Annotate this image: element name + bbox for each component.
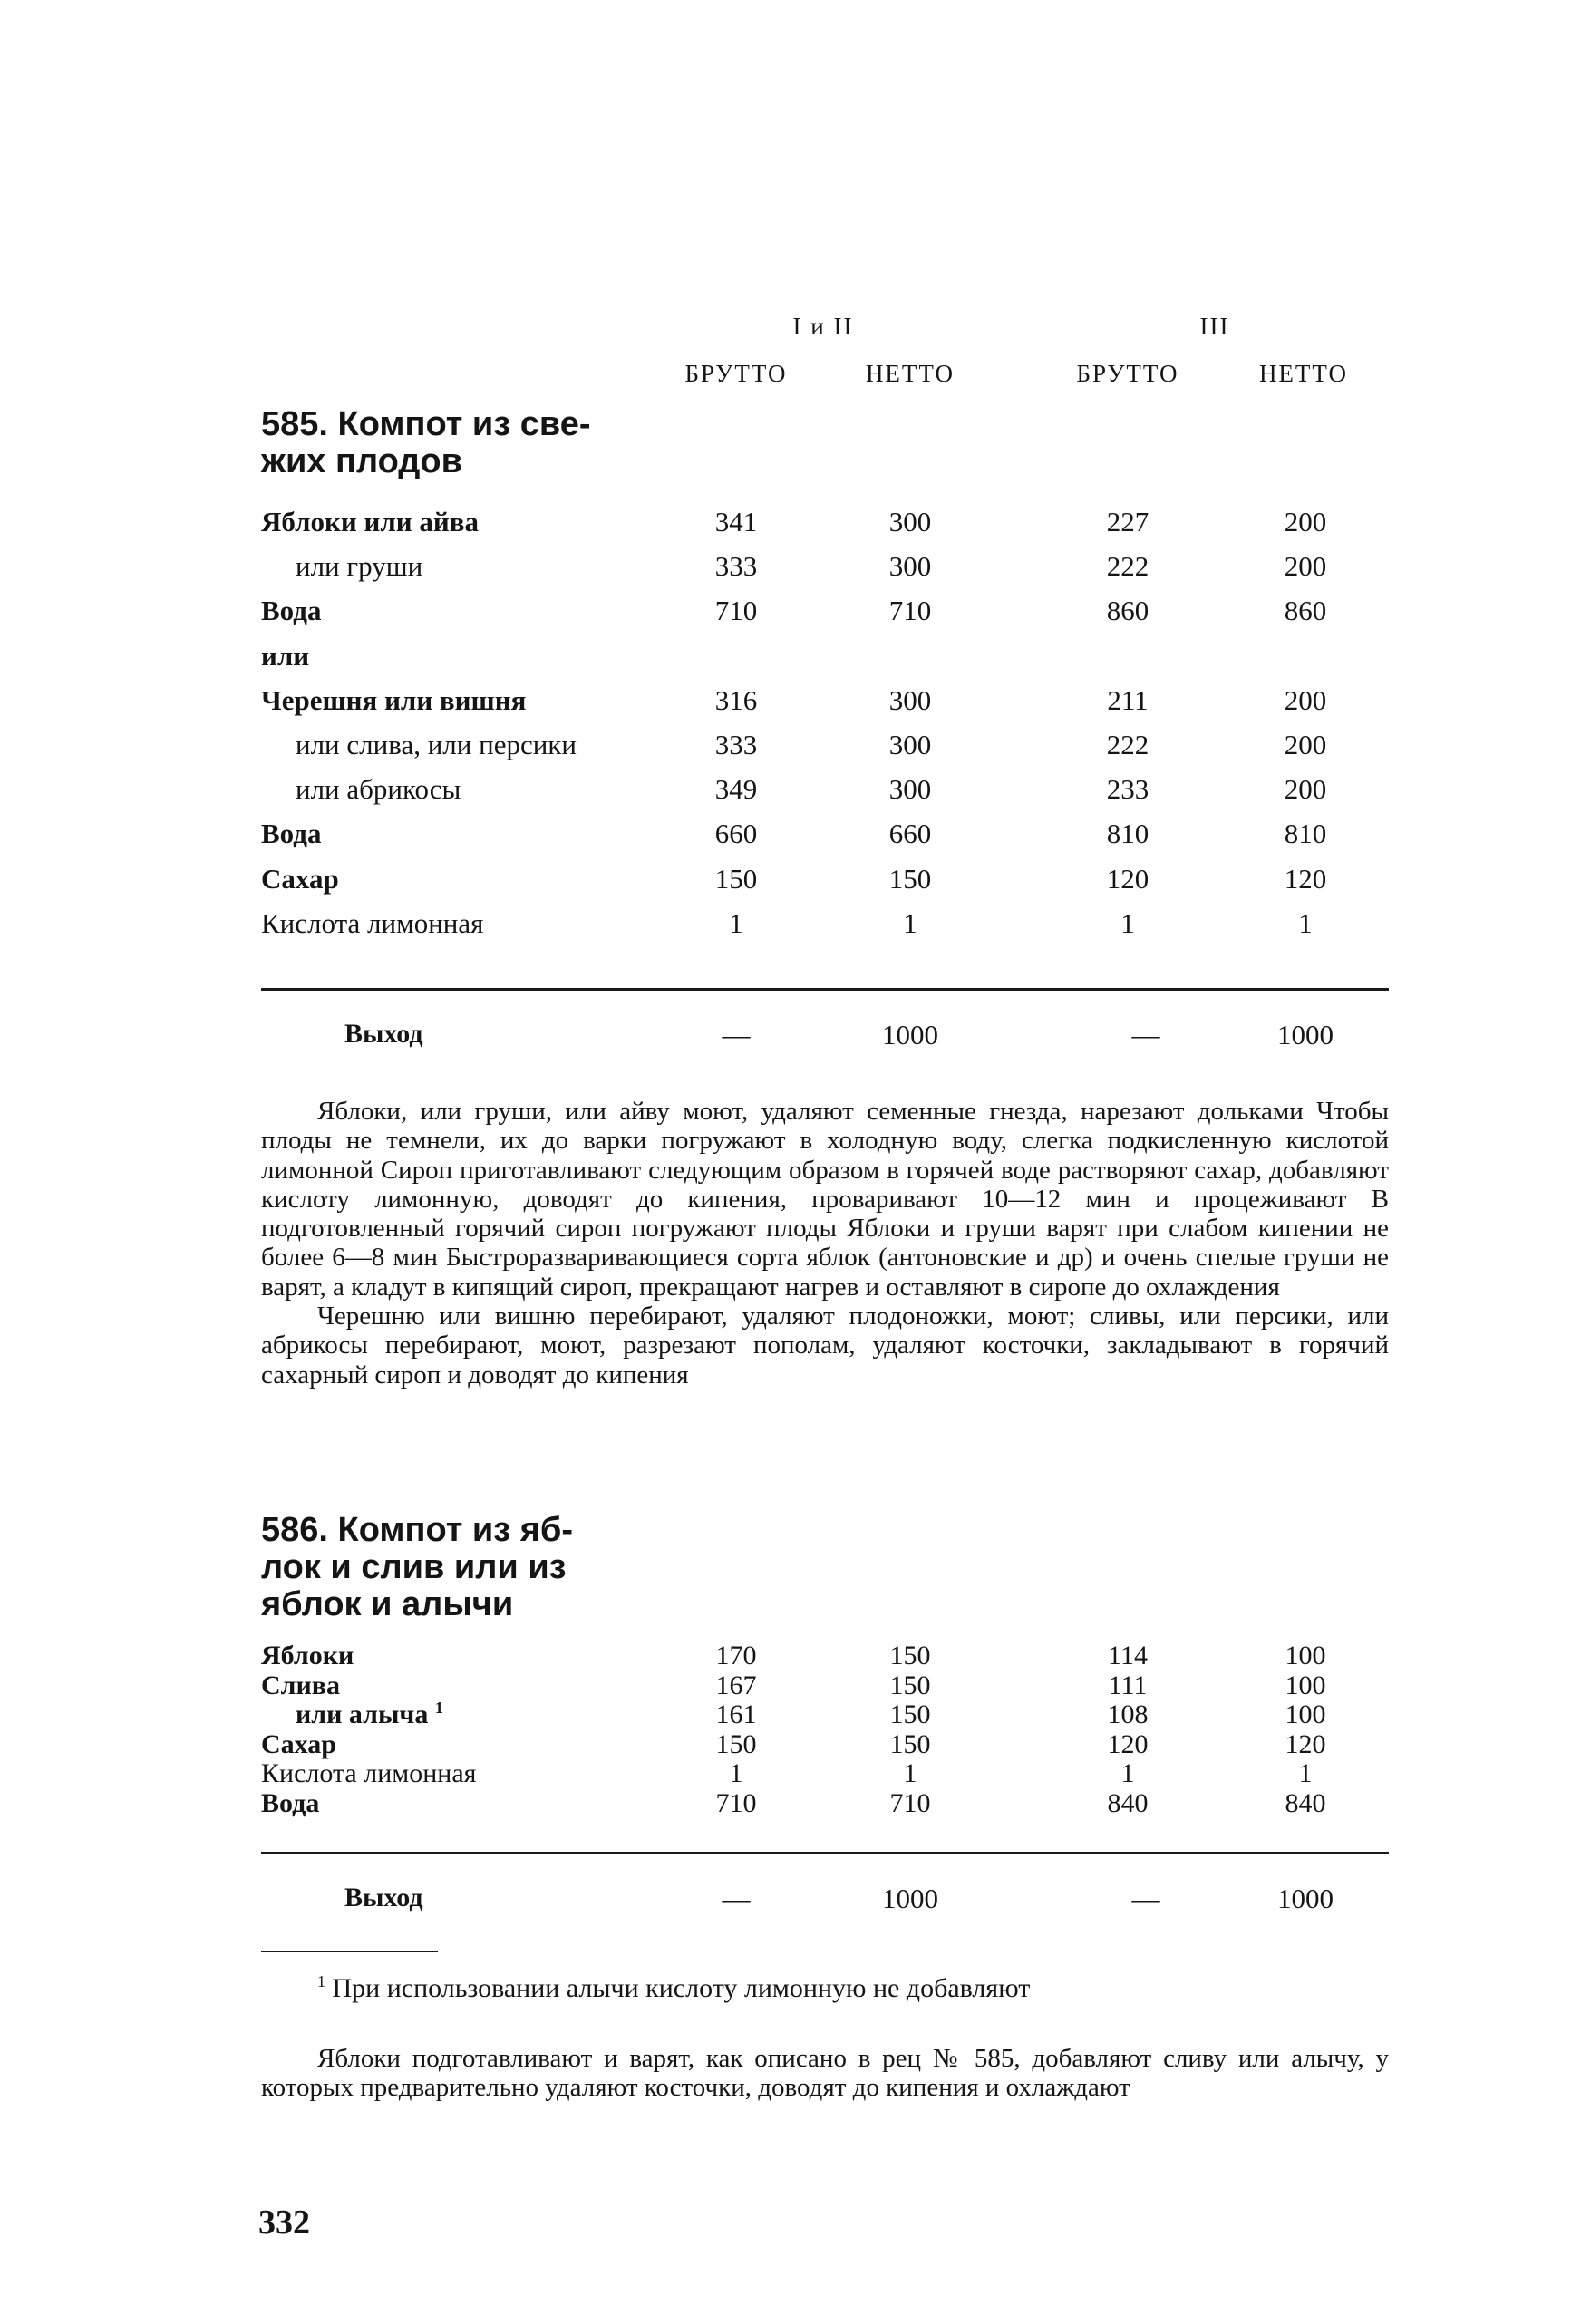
- table-row: [0, 773, 1581, 818]
- recipe-585-title: 585. Компот из све- жих плодов: [261, 405, 591, 480]
- recipe-585-paragraph-1: Яблоки, или груши, или айву моют, удаляют семенные гнезда, нарезают дольками Чтобы плоды не темнели, их до варки погружают в холодную воду, слегка подкисленную кислотой лимонной Сироп приготавливают следующим образом в горячей воде растворяют сахар, добавляют кислоту лимонную, доводят до кипения, проваривают 10—12 мин и процеживают В подготовленный горячий сироп погружают плоды Яблоки и груши варят при слабом кипении не более 6—8 мин Быстроразваривающиеся сорта яблок (антоновские и др) и очень спелые груши не варят, а кладут в кипящий сироп, прекращают нагрев и оставляют в сиропе до охлаждения: [261, 1097, 1389, 1302]
- ingredient-name: [296, 550, 422, 583]
- table-row: [0, 1729, 1581, 1759]
- quantity-cell: 1: [729, 1758, 743, 1789]
- ingredient-label: Вода: [261, 818, 322, 850]
- quantity-cell: 840: [1285, 1788, 1326, 1818]
- quantity-cell: 840: [1107, 1788, 1149, 1818]
- quantity-cell: 810: [1284, 818, 1327, 850]
- column-netto-2: НЕТТО: [1258, 360, 1349, 387]
- recipe-585-paragraph-2: Черешню или вишню перебирают, удаляют плодоножки, моют; сливы, или персики, или абрикосы перебирают, моют, разрезают пополам, удаляют косточки, закладывают в горячий сахарный сироп и доводят до кипения: [261, 1302, 1389, 1390]
- column-brutto-2: БРУТТО: [1076, 360, 1179, 387]
- ingredient-label: Вода: [261, 595, 322, 627]
- yield-value: 1000: [1277, 1019, 1334, 1051]
- ingredient-label: Сахар: [261, 1728, 336, 1759]
- table-row: [0, 506, 1581, 550]
- recipe-586-paragraph: Яблоки подготавливают и варят, как описано в рец № 585, добавляют сливу или алычу, у которых предварительно удаляют косточки, доводят до кипения и охлаждают: [261, 2044, 1389, 2103]
- quantity-cell: 120: [1107, 1728, 1149, 1759]
- ingredient-name: [261, 1788, 319, 1819]
- quantity-cell: 100: [1285, 1641, 1326, 1670]
- quantity-cell: 100: [1285, 1670, 1326, 1700]
- table-rule: [261, 988, 1389, 991]
- table-row: [0, 640, 1581, 684]
- quantity-cell: 1: [903, 906, 917, 939]
- table-row: [0, 729, 1581, 773]
- ingredient-name: [261, 863, 339, 896]
- ingredient-label: Слива: [261, 1670, 340, 1700]
- footnote: [317, 1973, 1030, 2004]
- quantity-cell: 860: [1106, 595, 1149, 627]
- ingredient-label: или груши: [296, 550, 423, 583]
- quantity-cell: 1: [1298, 1758, 1313, 1789]
- ingredient-name: [261, 1641, 354, 1671]
- quantity-cell: 200: [1284, 773, 1327, 806]
- quantity-cell: 120: [1285, 1728, 1326, 1759]
- column-netto-1: НЕТТО: [865, 360, 955, 387]
- recipe-586-title: 586. Компот из яб- лок и слив или из яблок и алычи: [261, 1511, 574, 1623]
- yield-value: 1000: [882, 1883, 938, 1914]
- footnote-rule: [261, 1951, 438, 1952]
- table-rule: [261, 1852, 1389, 1854]
- yield-value: —: [1131, 1019, 1160, 1051]
- ingredient-name: [296, 729, 577, 761]
- ingredient-label: Черешня или вишня: [261, 683, 527, 716]
- quantity-cell: 167: [715, 1670, 757, 1700]
- quantity-cell: 1: [1120, 906, 1135, 939]
- quantity-cell: 114: [1108, 1641, 1148, 1670]
- quantity-cell: 860: [1284, 595, 1327, 627]
- quantity-cell: 333: [714, 550, 758, 583]
- table-row: [0, 1641, 1581, 1670]
- quantity-cell: 200: [1284, 729, 1327, 760]
- yield-value: —: [1131, 1883, 1160, 1914]
- quantity-cell: 150: [715, 1728, 757, 1759]
- yield-value: 1000: [882, 1019, 938, 1051]
- ingredient-name: [261, 684, 526, 717]
- ingredient-label: или абрикосы: [296, 773, 461, 806]
- quantity-cell: 300: [888, 773, 932, 806]
- quantity-cell: 300: [888, 683, 932, 716]
- quantity-cell: 660: [888, 818, 932, 850]
- quantity-cell: 200: [1284, 550, 1327, 583]
- column-group-3: III: [1199, 313, 1230, 340]
- quantity-cell: 1: [903, 1758, 917, 1789]
- recipe-586-description: [261, 2044, 1389, 2103]
- quantity-cell: 710: [888, 595, 932, 627]
- ingredient-name: [296, 773, 461, 806]
- recipe-585-yield: [0, 1019, 1581, 1055]
- quantity-cell: 161: [715, 1699, 757, 1730]
- ingredient-name: [261, 595, 321, 627]
- quantity-cell: 710: [715, 1788, 757, 1818]
- quantity-cell: 341: [714, 506, 758, 537]
- quantity-cell: 333: [714, 729, 758, 760]
- table-row: [0, 595, 1581, 639]
- quantity-cell: 1: [729, 906, 743, 939]
- quantity-cell: 120: [1106, 862, 1149, 895]
- yield-label: Выход: [344, 1883, 423, 1912]
- quantity-cell: 108: [1107, 1699, 1149, 1730]
- yield-label: Выход: [344, 1019, 423, 1049]
- recipe-586-yield: [0, 1883, 1581, 1919]
- quantity-cell: 660: [714, 818, 758, 850]
- quantity-cell: 316: [714, 683, 758, 716]
- ingredient-name: [296, 1699, 443, 1730]
- quantity-cell: 710: [714, 595, 758, 627]
- quantity-cell: 120: [1284, 862, 1327, 895]
- quantity-cell: 710: [889, 1788, 931, 1818]
- quantity-cell: 170: [715, 1641, 757, 1670]
- table-row: [0, 818, 1581, 862]
- quantity-cell: 150: [889, 1699, 931, 1730]
- recipe-585-description: [261, 1097, 1389, 1390]
- ingredient-name: [261, 1670, 340, 1701]
- footnote-mark: 1: [317, 1972, 325, 1990]
- quantity-cell: 227: [1106, 506, 1149, 537]
- ingredient-label: Сахар: [261, 862, 339, 895]
- quantity-cell: 150: [714, 862, 758, 895]
- ingredient-label: Вода: [261, 1788, 320, 1818]
- table-row: [0, 863, 1581, 907]
- quantity-cell: 111: [1108, 1670, 1148, 1700]
- table-row: [0, 550, 1581, 595]
- footnote-text: При использовании алычи кислоту лимонную не добавляют: [332, 1973, 1031, 2003]
- ingredient-label: или алыча: [296, 1699, 429, 1730]
- quantity-cell: 1: [1120, 1758, 1135, 1789]
- ingredient-name: [261, 818, 321, 850]
- footnote-ref: 1: [434, 1699, 443, 1718]
- table-row: [0, 907, 1581, 952]
- table-row: [0, 1758, 1581, 1788]
- yield-value: —: [722, 1019, 751, 1051]
- quantity-cell: 100: [1285, 1699, 1326, 1730]
- table-row: [0, 1788, 1581, 1818]
- column-brutto-1: БРУТТО: [684, 360, 788, 387]
- ingredient-label: или: [261, 639, 310, 672]
- ingredient-name: [261, 1758, 476, 1789]
- ingredient-label: Яблоки: [261, 1641, 354, 1670]
- quantity-cell: 810: [1106, 818, 1149, 850]
- quantity-cell: 150: [888, 862, 932, 895]
- quantity-cell: 222: [1106, 550, 1149, 583]
- yield-value: —: [722, 1883, 751, 1914]
- column-group-1-2: I и II: [792, 313, 854, 340]
- table-row: [0, 684, 1581, 729]
- ingredient-label: Кислота лимонная: [261, 1758, 477, 1789]
- ingredient-name: [261, 907, 483, 940]
- quantity-cell: 200: [1284, 683, 1327, 716]
- quantity-cell: 200: [1284, 506, 1327, 537]
- ingredient-name: [261, 640, 309, 673]
- quantity-cell: 349: [714, 773, 758, 806]
- quantity-cell: 150: [889, 1641, 931, 1670]
- quantity-cell: 150: [889, 1728, 931, 1759]
- ingredient-label: Яблоки или айва: [261, 506, 479, 537]
- quantity-cell: 233: [1106, 773, 1149, 806]
- quantity-cell: 1: [1298, 906, 1313, 939]
- table-row: [0, 1699, 1581, 1729]
- ingredient-label: Кислота лимонная: [261, 906, 484, 939]
- ingredient-name: [261, 506, 479, 538]
- quantity-cell: 300: [888, 729, 932, 760]
- quantity-cell: 150: [889, 1670, 931, 1700]
- ingredient-label: или слива, или персики: [296, 729, 577, 760]
- quantity-cell: 300: [888, 506, 932, 537]
- table-row: [0, 1670, 1581, 1700]
- quantity-cell: 222: [1106, 729, 1149, 760]
- page-number: 332: [258, 2203, 310, 2242]
- yield-value: 1000: [1277, 1883, 1334, 1914]
- ingredient-name: [261, 1729, 336, 1760]
- quantity-cell: 211: [1107, 683, 1149, 716]
- quantity-cell: 300: [888, 550, 932, 583]
